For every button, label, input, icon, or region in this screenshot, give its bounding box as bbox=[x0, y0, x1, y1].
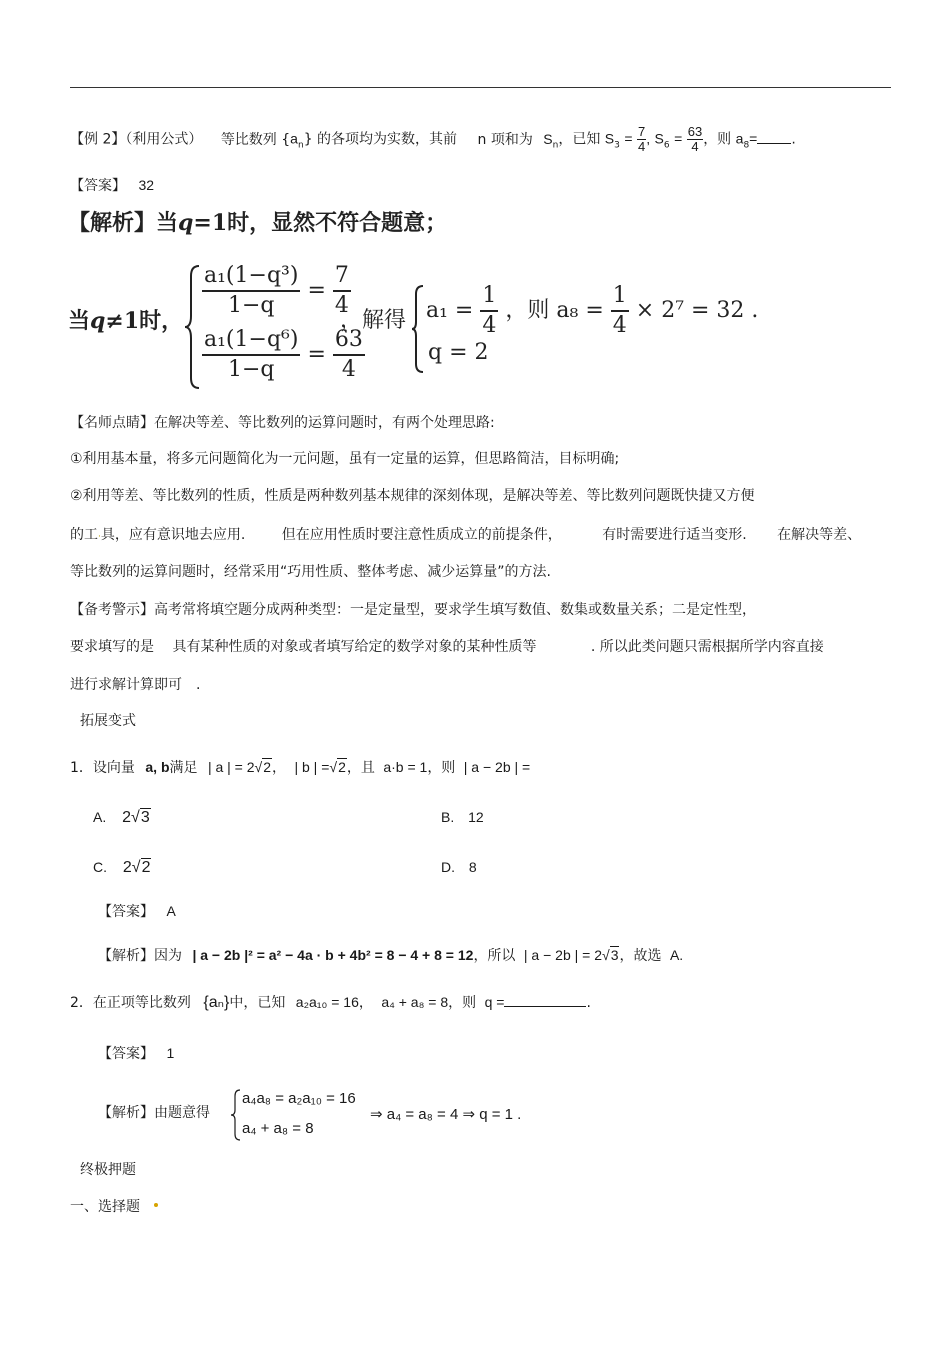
header-rule bbox=[70, 87, 891, 88]
option-d: D. 8 bbox=[441, 859, 477, 875]
answer-blank-2 bbox=[504, 1006, 586, 1007]
exam-warning-end: 进行求解计算即可 . bbox=[70, 677, 201, 693]
section-choice: 一、选择题 bbox=[70, 1199, 140, 1215]
decorative-dot bbox=[154, 1203, 158, 1207]
left-brace-3 bbox=[230, 1088, 242, 1142]
exam-warning: 【备考警示】高考常将填空题分成两种类型：一是定量型，要求学生填写数值、数集或数量关系；二是定性型， bbox=[70, 602, 756, 618]
fraction-63-4: $\frac{63}{4}$ bbox=[687, 124, 703, 154]
exam-warning-cont: 要求填写的是 具有某种性质的对象或者填写给定的数学对象的某种性质等 . 所以此类问题只需根据所学内容直接 bbox=[70, 639, 824, 655]
analysis-2-label: 【解析】由题意得 bbox=[98, 1105, 210, 1121]
solution-image-line-1: 【解析】当q=1时，显然不符合题意； bbox=[68, 210, 448, 236]
left-brace-2 bbox=[410, 284, 426, 374]
answer-value: 32 bbox=[138, 177, 155, 193]
question-1: 1．设向量 a, b满足 | a | = 2√2， | b | =√2，且 a·b = 1，则 | a − 2b | = bbox=[70, 759, 531, 776]
section-final: 终极押题 bbox=[80, 1162, 136, 1178]
answer-line-3: 【答案】 1 bbox=[98, 1045, 175, 1062]
answer-line-1: 【答案】 32 bbox=[70, 177, 155, 194]
analysis-2-eq-1: a₄a₈ = a₂a₁₀ = 16 bbox=[242, 1090, 356, 1107]
tip-point-2-end: 等比数列的运算问题时，经常采用“巧用性质、整体考虑、减少运算量”的方法. bbox=[70, 564, 551, 580]
question-2: 2．在正项等比数列 {aₙ}中，已知 a₂a₁₀ = 16， a₄ + a₈ = 8，则 q = . bbox=[70, 994, 591, 1011]
option-a: A. 2√3 bbox=[93, 809, 150, 826]
fraction-7-4: $\frac{7}{4}$ bbox=[637, 124, 646, 154]
tip-point-2-cont: 的工·具，应有意识地去应用. 但在应用性质时要注意性质成立的前提条件， 有时需要进行适当变形. 在解决等差、 bbox=[70, 527, 862, 543]
analysis-2-eq-2: a₄ + a₈ = 8 bbox=[242, 1120, 314, 1137]
tip-point-1: ①利用基本量，将多元问题简化为一元问题，虽有一定量的运算，但思路简洁，目标明确; bbox=[70, 451, 620, 467]
analysis-1: 【解析】因为 | a − 2b |² = a² − 4a · b + 4b² = 8 − 4 + 8 = 12，所以 | a − 2b | = 2√3，故选 A. bbox=[98, 947, 684, 964]
option-c: C. 2√2 bbox=[93, 859, 151, 876]
option-b: B. 12 bbox=[441, 809, 484, 825]
example-2-line: 【例 2】（利用公式） 等比数列 $\{a_n\}$ 的各项均为实数，其前 n 项和为 $S_n$，已知 $S_3$ = $\frac{7}{4}$ , $S_6$ = $\frac{63}{4}$ ，则 $a_8=$ . bbox=[70, 124, 796, 154]
teacher-tip: 【名师点睛】在解决等差、等比数列的运算问题时，有两个处理思路: bbox=[70, 415, 495, 431]
answer-blank bbox=[757, 143, 791, 144]
analysis-2-result: ⇒ a₄ = a₈ = 4 ⇒ q = 1 . bbox=[370, 1106, 522, 1123]
section-extension: 拓展变式 bbox=[80, 713, 136, 729]
left-brace-1 bbox=[183, 264, 203, 390]
answer-line-2: 【答案】 A bbox=[98, 903, 176, 920]
example-tag: 【例 2】（利用公式） bbox=[70, 131, 203, 148]
tip-point-2: ②利用等差、等比数列的性质，性质是两种数列基本规律的深刻体现，是解决等差、等比数列问题既快捷又方便 bbox=[70, 488, 755, 504]
